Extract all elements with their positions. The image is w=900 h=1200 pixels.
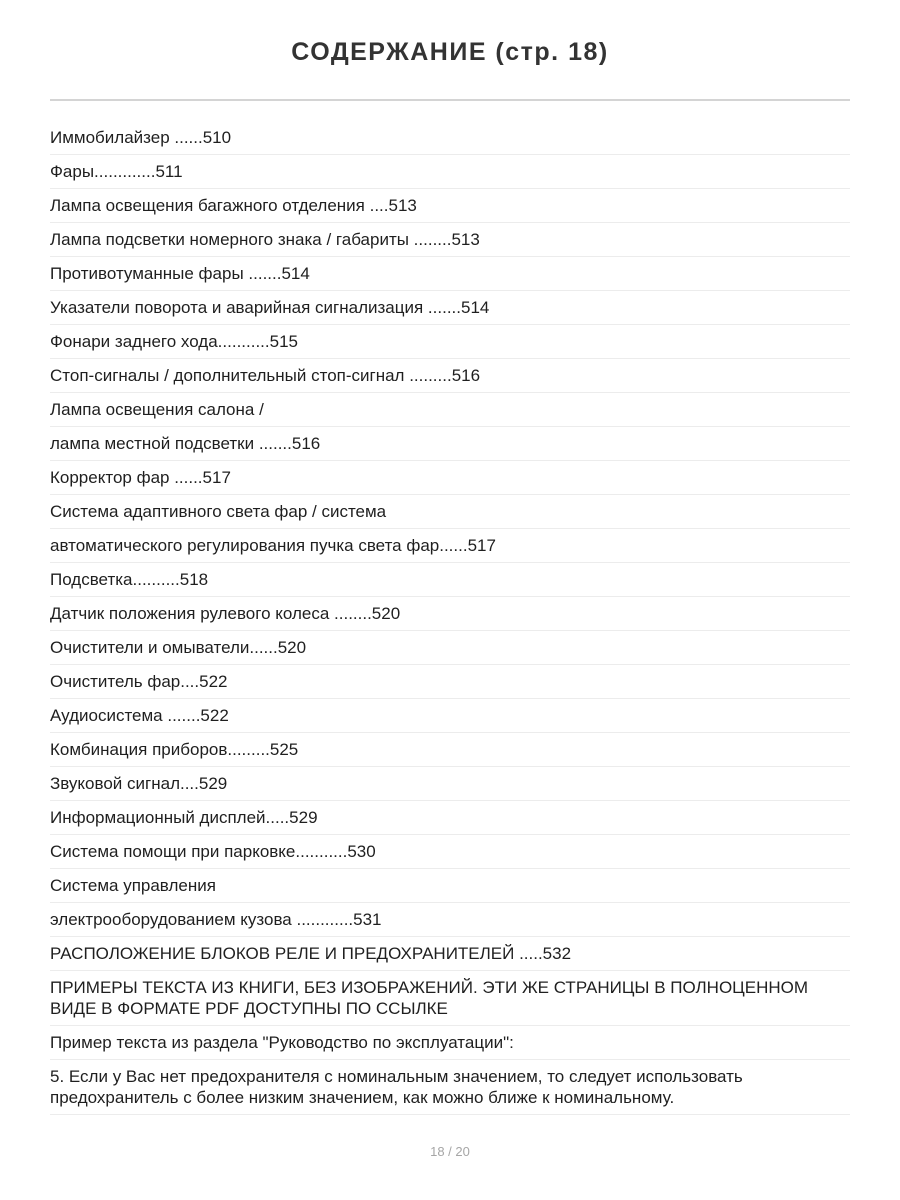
table-of-contents [50, 121, 850, 1115]
toc-entry: РАСПОЛОЖЕНИЕ БЛОКОВ РЕЛЕ И ПРЕДОХРАНИТЕЛЕЙ .....532 [50, 937, 850, 971]
toc-entry: автоматического регулирования пучка света фар......517 [50, 529, 850, 563]
toc-entry: Корректор фар ......517 [50, 461, 850, 495]
toc-entry: Система адаптивного света фар / система [50, 495, 850, 529]
toc-entry: Система управления [50, 869, 850, 903]
toc-entry: Лампа освещения салона / [50, 393, 850, 427]
page-title: СОДЕРЖАНИЕ (стр. 18) [291, 38, 609, 66]
toc-entry: Иммобилайзер ......510 [50, 121, 850, 155]
toc-entry: Противотуманные фары .......514 [50, 257, 850, 291]
toc-entry: Стоп-сигналы / дополнительный стоп-сигнал .........516 [50, 359, 850, 393]
toc-entry: Звуковой сигнал....529 [50, 767, 850, 801]
toc-entry: ПРИМЕРЫ ТЕКСТА ИЗ КНИГИ, БЕЗ ИЗОБРАЖЕНИЙ. ЭТИ ЖЕ СТРАНИЦЫ В ПОЛНОЦЕННОМ ВИДЕ В ФОРМАТЕ PDF ДОСТУПНЫ ПО ССЫЛКЕ [50, 971, 850, 1026]
toc-entry: Система помощи при парковке...........530 [50, 835, 850, 869]
toc-entry: Фары.............511 [50, 155, 850, 189]
title-divider [50, 99, 850, 101]
toc-entry: Лампа освещения багажного отделения ....513 [50, 189, 850, 223]
toc-entry: электрооборудованием кузова ............531 [50, 903, 850, 937]
toc-entry: Информационный дисплей.....529 [50, 801, 850, 835]
toc-entry: Подсветка..........518 [50, 563, 850, 597]
toc-entry: Лампа подсветки номерного знака / габариты ........513 [50, 223, 850, 257]
toc-entry: Очиститель фар....522 [50, 665, 850, 699]
toc-entry: лампа местной подсветки .......516 [50, 427, 850, 461]
toc-entry: 5. Если у Вас нет предохранителя с номинальным значением, то следует использовать предохранитель с более низким значением, как можно ближе к номинальному. [50, 1060, 850, 1115]
toc-entry: Фонари заднего хода...........515 [50, 325, 850, 359]
toc-entry: Датчик положения рулевого колеса ........520 [50, 597, 850, 631]
page-indicator: 18 / 20 [430, 1144, 470, 1159]
toc-entry: Пример текста из раздела "Руководство по эксплуатации": [50, 1026, 850, 1060]
toc-entry: Очистители и омыватели......520 [50, 631, 850, 665]
toc-entry: Комбинация приборов.........525 [50, 733, 850, 767]
toc-entry: Аудиосистема .......522 [50, 699, 850, 733]
toc-entry: Указатели поворота и аварийная сигнализация .......514 [50, 291, 850, 325]
